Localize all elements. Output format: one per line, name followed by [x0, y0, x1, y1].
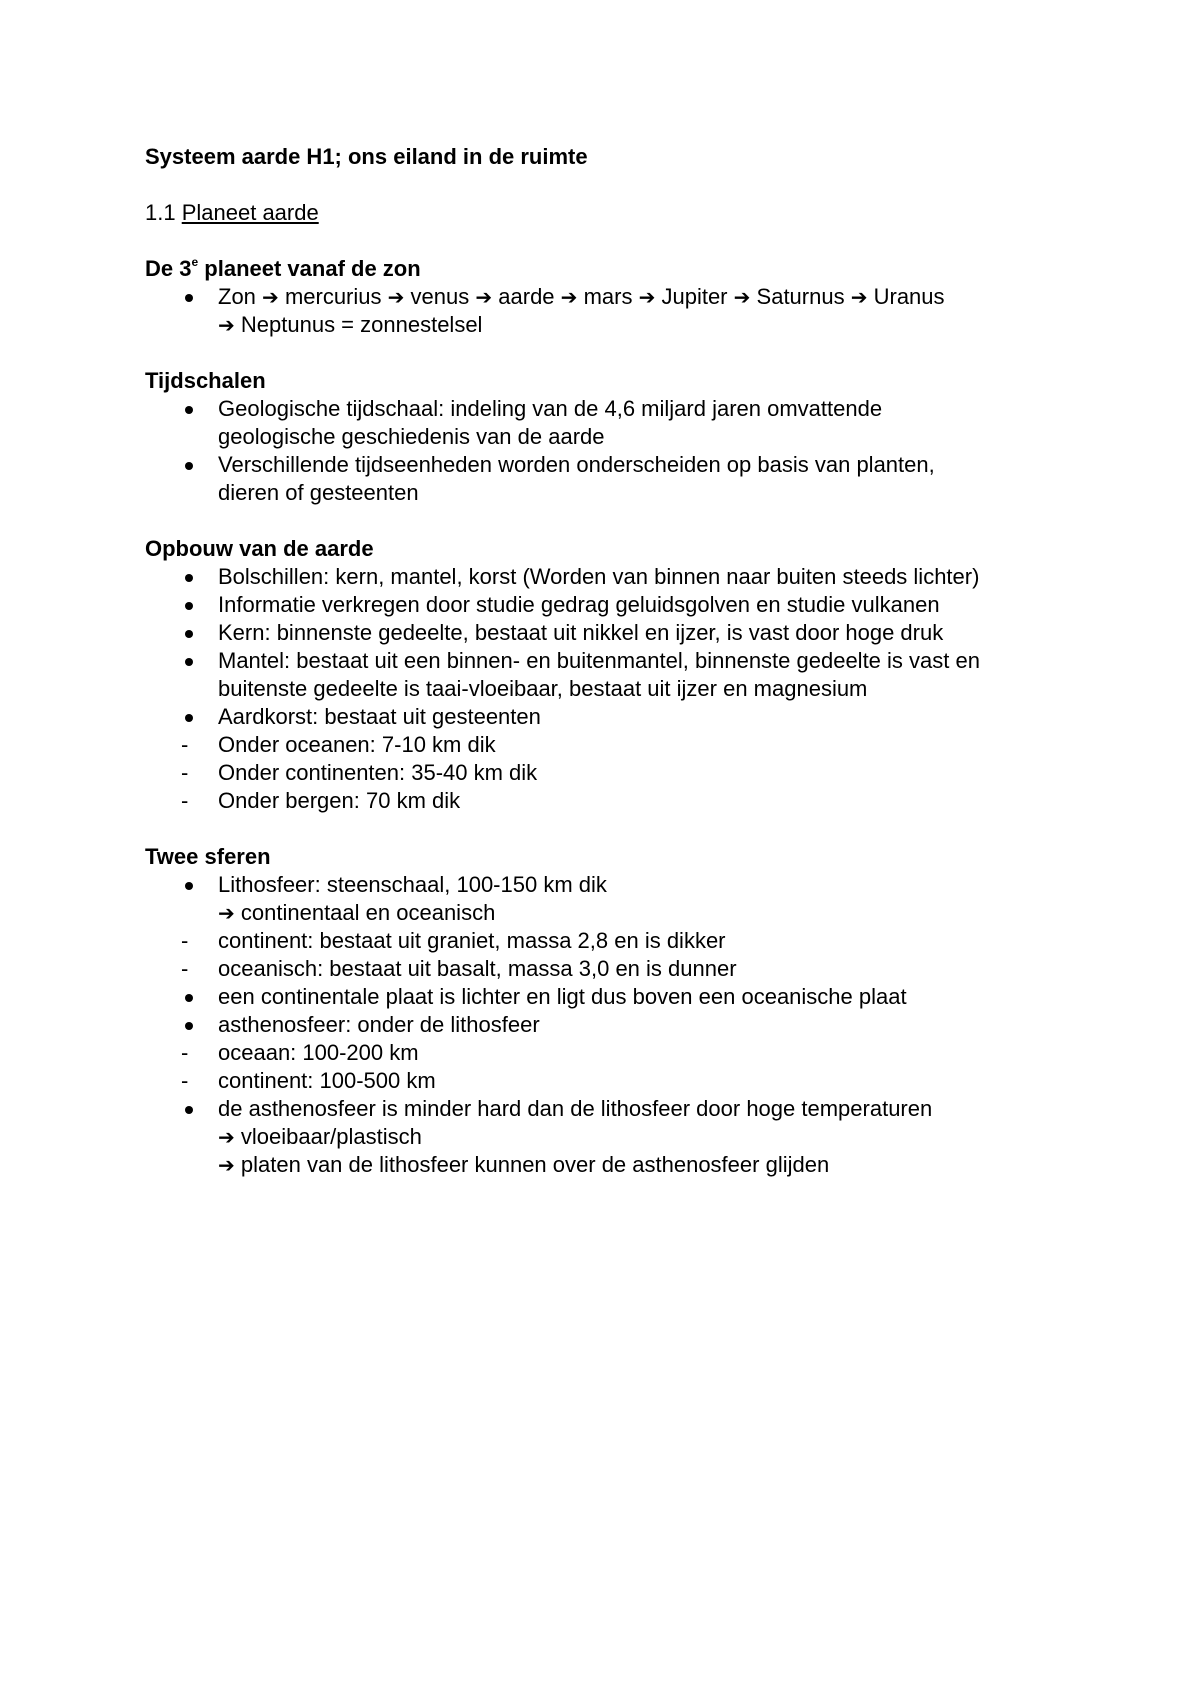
arrow-line — [218, 1123, 1105, 1151]
list-item-text: de asthenosfeer is minder hard dan de lithosfeer door hoge temperaturen — [218, 1096, 933, 1121]
list-item — [145, 591, 1105, 619]
list-item-text: Bolschillen: kern, mantel, korst (Worden van binnen naar buiten steeds lichter) — [218, 564, 980, 589]
arrow-line-text: continentaal en oceanisch — [240, 900, 496, 925]
dash-item-text: Onder continenten: 35-40 km dik — [218, 760, 538, 785]
list-sferen — [145, 871, 1105, 1179]
planet-name: mars — [583, 284, 633, 309]
bullet-icon — [185, 882, 193, 890]
dash-item — [181, 787, 1105, 815]
list-item — [145, 395, 1105, 451]
list-item — [145, 983, 1105, 1011]
list-item — [145, 563, 1105, 591]
planet-sequence — [218, 283, 1105, 311]
heading-sferen: Twee sferen — [145, 844, 271, 869]
list-item-text: een continentale plaat is lichter en ligt dus boven een oceanische plaat — [218, 984, 907, 1009]
list-item — [145, 703, 1105, 815]
bullet-icon — [185, 602, 193, 610]
dash-item-text: Onder bergen: 70 km dik — [218, 788, 461, 813]
arrow-right-icon: ➔ — [262, 285, 279, 309]
heading-zon-text-rest: planeet vanaf de zon — [198, 256, 421, 281]
list-item-text: Geologische tijdschaal: indeling van de 4,6 miljard jaren omvattende — [218, 396, 883, 421]
dash-item — [181, 731, 1105, 759]
dash-item — [181, 759, 1105, 787]
list-item-text-continued: dieren of gesteenten — [218, 480, 419, 505]
list-item — [145, 1011, 1105, 1095]
list-item — [145, 871, 1105, 983]
arrow-right-icon: ➔ — [387, 285, 405, 309]
heading-opbouw: Opbouw van de aarde — [145, 536, 374, 561]
bullet-icon — [185, 462, 193, 470]
dash-item — [181, 927, 1105, 955]
dash-item-text: oceaan: 100-200 km — [218, 1040, 419, 1065]
arrow-right-icon: ➔ — [218, 901, 235, 925]
planet-name: venus — [410, 284, 470, 309]
dash-item-text: continent: bestaat uit graniet, massa 2,8 en is dikker — [218, 928, 726, 953]
bullet-icon — [185, 294, 193, 302]
dash-icon: - — [181, 788, 189, 813]
dash-icon: - — [181, 732, 189, 757]
bullet-icon — [185, 994, 193, 1002]
list-item-text-continued: buitenste gedeelte is taai-vloeibaar, bestaat uit ijzer en magnesium — [218, 676, 868, 701]
bullet-icon — [185, 658, 193, 666]
dash-item — [181, 1039, 1105, 1067]
planet-name: Jupiter — [661, 284, 728, 309]
bullet-icon — [185, 1106, 193, 1114]
list-item — [145, 451, 1105, 507]
bullet-icon — [185, 714, 193, 722]
dash-item-text: Onder oceanen: 7-10 km dik — [218, 732, 496, 757]
heading-tijdschalen: Tijdschalen — [145, 368, 266, 393]
list-item-text: Aardkorst: bestaat uit gesteenten — [218, 704, 541, 729]
list-tijdschalen — [145, 395, 1105, 507]
section-heading — [145, 199, 1105, 227]
list-item-text: asthenosfeer: onder de lithosfeer — [218, 1012, 540, 1037]
list-item — [145, 647, 1105, 703]
dash-item — [181, 955, 1105, 983]
arrow-line — [218, 1151, 1105, 1179]
list-item-text: Lithosfeer: steenschaal, 100-150 km dik — [218, 872, 607, 897]
heading-zon-superscript: e — [191, 254, 199, 269]
planet-name: Zon — [218, 284, 256, 309]
dash-icon: - — [181, 760, 189, 785]
list-item — [145, 619, 1105, 647]
list-opbouw — [145, 563, 1105, 815]
document-page — [145, 143, 1105, 1179]
list-item-text: Kern: binnenste gedeelte, bestaat uit nikkel en ijzer, is vast door hoge druk — [218, 620, 944, 645]
arrow-right-icon: ➔ — [638, 285, 656, 309]
arrow-line-text: vloeibaar/plastisch — [240, 1124, 422, 1149]
planet-name: Uranus — [873, 284, 945, 309]
arrow-right-icon: ➔ — [475, 285, 493, 309]
list-item-text-continued: geologische geschiedenis van de aarde — [218, 424, 605, 449]
bullet-icon — [185, 406, 193, 414]
arrow-right-icon: ➔ — [218, 313, 235, 337]
planet-name: aarde — [498, 284, 555, 309]
section-name: Planeet aarde — [181, 200, 319, 225]
bullet-icon — [185, 1022, 193, 1030]
planet-sequence-continuation — [218, 311, 1105, 339]
document-title: Systeem aarde H1; ons eiland in de ruimte — [145, 144, 588, 169]
planet-name: mercurius — [284, 284, 382, 309]
list-item-text: Informatie verkregen door studie gedrag geluidsgolven en studie vulkanen — [218, 592, 940, 617]
dash-icon: - — [181, 1068, 189, 1093]
dash-icon: - — [181, 956, 189, 981]
heading-zon-text: De 3 — [145, 256, 192, 281]
dash-item — [181, 1067, 1105, 1095]
list-item-text: Mantel: bestaat uit een binnen- en buitenmantel, binnenste gedeelte is vast en — [218, 648, 980, 673]
continuation-text: Neptunus = zonnestelsel — [240, 312, 483, 337]
arrow-right-icon: ➔ — [733, 285, 751, 309]
bullet-icon — [185, 630, 193, 638]
arrow-right-icon: ➔ — [218, 1153, 235, 1177]
bullet-icon — [185, 574, 193, 582]
arrow-line-text: platen van de lithosfeer kunnen over de asthenosfeer glijden — [240, 1152, 830, 1177]
planet-name: Saturnus — [756, 284, 845, 309]
section-number: 1.1 — [145, 200, 176, 225]
arrow-right-icon: ➔ — [560, 285, 578, 309]
heading-zon — [145, 255, 1105, 283]
list-zon — [145, 283, 1105, 339]
dash-icon: - — [181, 1040, 189, 1065]
list-item-text: Verschillende tijdseenheden worden onderscheiden op basis van planten, — [218, 452, 935, 477]
dash-item-text: oceanisch: bestaat uit basalt, massa 3,0 en is dunner — [218, 956, 737, 981]
dash-item-text: continent: 100-500 km — [218, 1068, 436, 1093]
arrow-right-icon: ➔ — [218, 1125, 235, 1149]
arrow-line — [218, 899, 1105, 927]
arrow-right-icon: ➔ — [850, 285, 868, 309]
list-item — [145, 1095, 1105, 1179]
list-item — [145, 283, 1105, 339]
dash-icon: - — [181, 928, 189, 953]
